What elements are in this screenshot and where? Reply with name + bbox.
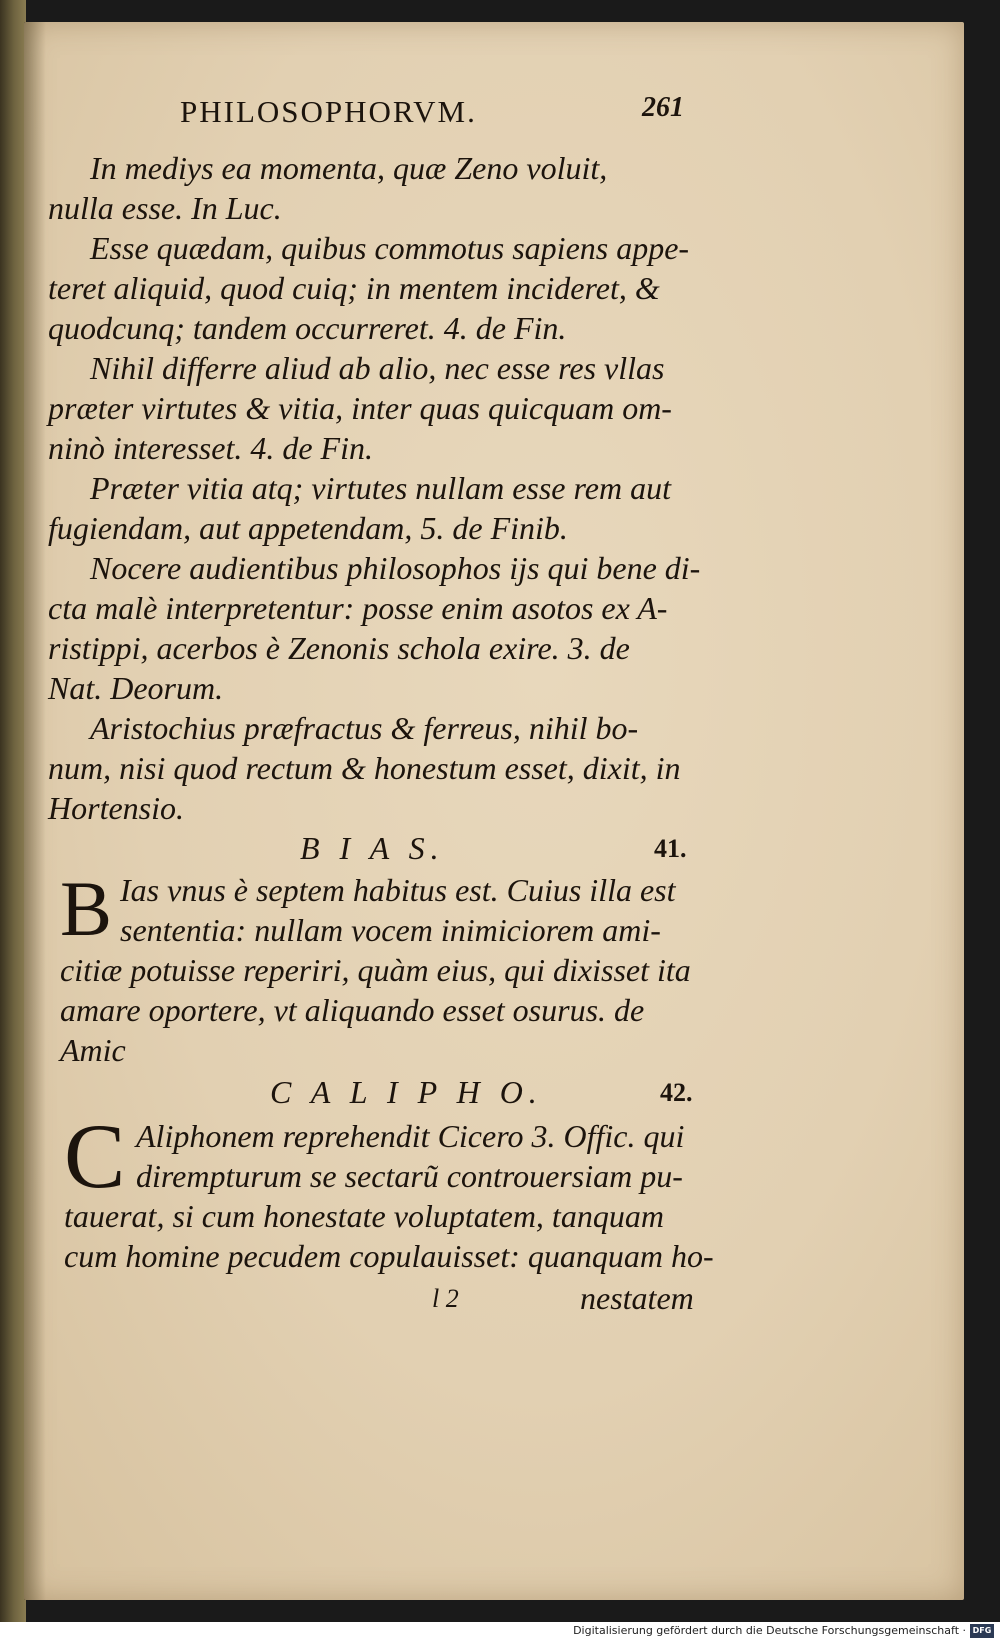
page-number: 261 <box>642 92 684 123</box>
section-heading-calipho: C A L I P H O. <box>270 1074 543 1110</box>
body-line: fugiendam, aut appetendam, 5. de Finib. <box>48 510 568 546</box>
body-line: Aristochius præfractus & ferreus, nihil bo- <box>90 710 639 746</box>
body-line: teret aliquid, quod cuiq; in mentem incideret, & <box>48 270 660 306</box>
section-number-calipho: 42. <box>660 1078 693 1107</box>
body-line: Esse quædam, quibus commotus sapiens appe- <box>90 230 690 266</box>
body-line: ristippi, acerbos è Zenonis schola exire. 3. de <box>48 630 630 666</box>
page-text <box>24 22 964 1600</box>
section-heading-bias: B I A S. <box>300 830 445 866</box>
catchword: nestatem <box>580 1280 694 1316</box>
body-line: cta malè interpretentur: posse enim asotos ex A- <box>48 590 668 626</box>
credit-text: Digitalisierung gefördert durch die Deutsche Forschungsgemeinschaft · <box>573 1624 966 1637</box>
calipho-line: dirempturum se sectarũ controuersiam pu- <box>136 1158 683 1194</box>
section-number-bias: 41. <box>654 834 687 863</box>
body-line: Præter vitia atq; virtutes nullam esse rem aut <box>90 470 671 506</box>
bias-line: Ias vnus è septem habitus est. Cuius illa est <box>120 872 676 908</box>
body-line: Nocere audientibus philosophos ijs qui bene di- <box>90 550 701 586</box>
body-line: Nihil differre aliud ab alio, nec esse res vllas <box>90 350 665 386</box>
dfg-logo: DFG <box>970 1624 994 1638</box>
body-line: nulla esse. In Luc. <box>48 190 282 226</box>
bias-line: Amic <box>60 1032 126 1068</box>
body-line: In mediys ea momenta, quæ Zeno voluit, <box>90 150 608 186</box>
drop-cap-b: B <box>60 865 113 952</box>
body-line: Nat. Deorum. <box>48 670 224 706</box>
running-head: PHILOSOPHORVM. <box>180 94 477 129</box>
book-spine <box>0 0 26 1622</box>
signature-mark: l 2 <box>432 1284 459 1313</box>
body-line: quodcunq; tandem occurreret. 4. de Fin. <box>48 310 567 346</box>
drop-cap-c: C <box>64 1105 126 1207</box>
body-line: num, nisi quod rectum & honestum esset, dixit, in <box>48 750 681 786</box>
calipho-line: cum homine pecudem copulauisset: quanquam ho- <box>64 1238 714 1274</box>
book-page <box>24 22 964 1600</box>
bias-line: sententia: nullam vocem inimiciorem ami- <box>120 912 661 948</box>
bias-line: citiæ potuisse reperiri, quàm eius, qui dixisset ita <box>60 952 691 988</box>
body-line: ninò interesset. 4. de Fin. <box>48 430 373 466</box>
calipho-line: Aliphonem reprehendit Cicero 3. Offic. qui <box>136 1118 685 1154</box>
digitization-credit-bar <box>0 1622 1000 1641</box>
bias-line: amare oportere, vt aliquando esset osurus. de <box>60 992 645 1028</box>
calipho-line: tauerat, si cum honestate voluptatem, tanquam <box>64 1198 664 1234</box>
body-line: præter virtutes & vitia, inter quas quicquam om- <box>48 390 672 426</box>
body-line: Hortensio. <box>48 790 184 826</box>
